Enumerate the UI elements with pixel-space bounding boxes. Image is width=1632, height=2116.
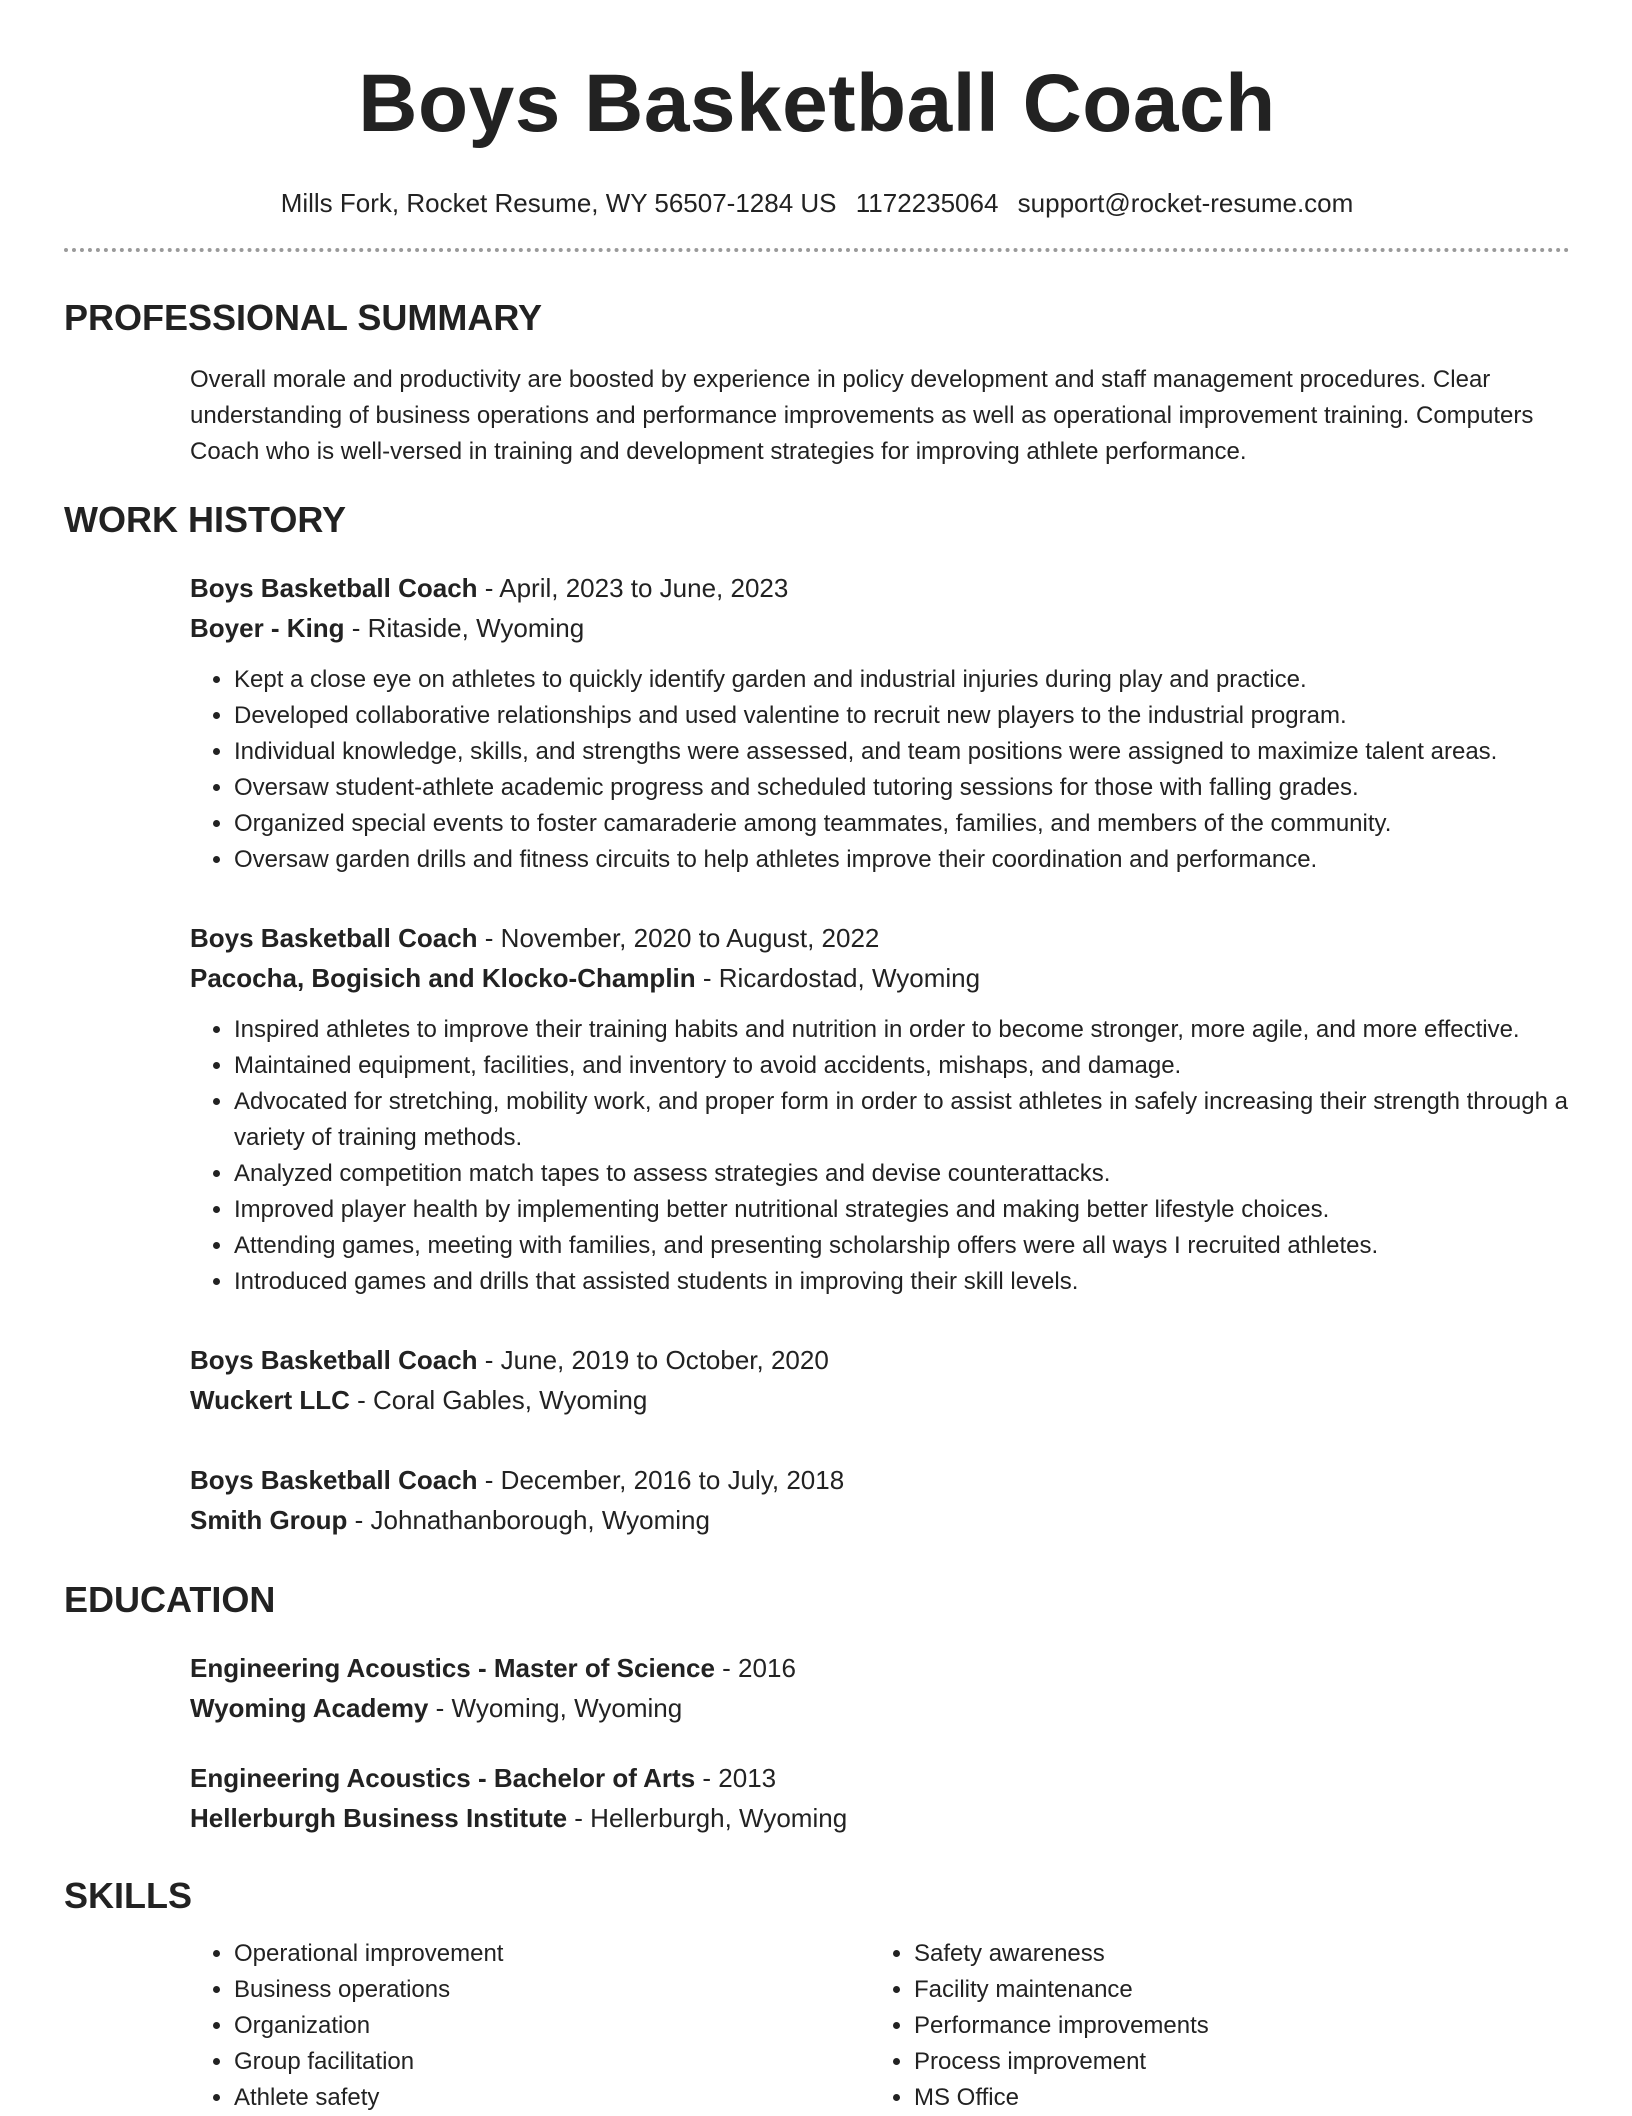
- job-role: Boys Basketball Coach: [190, 1345, 478, 1375]
- education-location: - Wyoming, Wyoming: [428, 1693, 683, 1723]
- skill-item: • Organization: [234, 2008, 870, 2044]
- job-bullet: • Advocated for stretching, mobility work, and proper form in order to assist athletes in safely increasing their strength through a variety of training methods.: [234, 1084, 1570, 1156]
- job-company: Boyer - King: [190, 613, 345, 643]
- skill-item: • Operational improvement: [234, 1936, 870, 1972]
- education-degree-line: [190, 1648, 1570, 1688]
- job-bullets: [190, 662, 1570, 878]
- job-location: - Coral Gables, Wyoming: [349, 1385, 648, 1415]
- job-entry: [190, 918, 1570, 1300]
- job-bullet: • Individual knowledge, skills, and strengths were assessed, and team positions were assigned to maximize talent areas.: [234, 734, 1570, 770]
- summary-text: Overall morale and productivity are boosted by experience in policy development and staff management procedures. Clear understanding of business operations and performance improvements as well as operational improvement training. Computers Coach who is well-versed in training and development strategies for improving athlete performance.: [190, 366, 1534, 465]
- skill-item: • Performance improvements: [914, 2008, 1550, 2044]
- job-location: - Ricardostad, Wyoming: [695, 963, 981, 993]
- skill-item: • Athlete safety: [234, 2080, 870, 2116]
- job-dates: - April, 2023 to June, 2023: [477, 573, 789, 603]
- job-entry: [190, 568, 1570, 878]
- job-company-line: [190, 1500, 1570, 1540]
- job-role-line: [190, 568, 1570, 608]
- job-company-line: [190, 1380, 1570, 1420]
- job-entry: [190, 1340, 1570, 1420]
- education-degree: Engineering Acoustics - Master of Science: [190, 1653, 715, 1683]
- job-role: Boys Basketball Coach: [190, 1465, 478, 1495]
- job-role-line: [190, 1340, 1570, 1380]
- resume-name: Boys Basketball Coach: [358, 58, 1276, 149]
- education-entry: [190, 1758, 1570, 1838]
- job-company: Wuckert LLC: [190, 1385, 350, 1415]
- job-company: Pacocha, Bogisich and Klocko-Champlin: [190, 963, 696, 993]
- job-bullet: • Improved player health by implementing better nutritional strategies and making better lifestyle choices.: [234, 1192, 1570, 1228]
- skill-item: • Business operations: [234, 1972, 870, 2008]
- job-entry: [190, 1460, 1570, 1540]
- contact-phone: 1172235064: [855, 188, 999, 218]
- job-company: Smith Group: [190, 1505, 348, 1535]
- job-bullet: • Organized special events to foster camaraderie among teammates, families, and members of the community.: [234, 806, 1570, 842]
- job-bullet: • Inspired athletes to improve their training habits and nutrition in order to become stronger, more agile, and more effective.: [234, 1012, 1570, 1048]
- job-location: - Johnathanborough, Wyoming: [347, 1505, 710, 1535]
- skill-item: • Facility maintenance: [914, 1972, 1550, 2008]
- education-degree: Engineering Acoustics - Bachelor of Arts: [190, 1763, 696, 1793]
- job-bullet: • Kept a close eye on athletes to quickly identify garden and industrial injuries during play and practice.: [234, 662, 1570, 698]
- job-company-line: [190, 958, 1570, 998]
- section-title-work-history: WORK HISTORY: [64, 499, 347, 540]
- job-role-line: [190, 1460, 1570, 1500]
- section-title-skills: SKILLS: [64, 1875, 193, 1916]
- education-school-line: [190, 1798, 1570, 1838]
- skill-item: • Process improvement: [914, 2044, 1550, 2080]
- job-dates: - December, 2016 to July, 2018: [477, 1465, 845, 1495]
- skills-column-right: [870, 1936, 1550, 2116]
- job-bullet: • Introduced games and drills that assisted students in improving their skill levels.: [234, 1264, 1570, 1300]
- job-bullet: • Oversaw garden drills and fitness circuits to help athletes improve their coordination and performance.: [234, 842, 1570, 878]
- section-title-summary: PROFESSIONAL SUMMARY: [64, 297, 543, 338]
- skills-list: [190, 1936, 1570, 2116]
- education-year: - 2016: [714, 1653, 796, 1683]
- job-role: Boys Basketball Coach: [190, 573, 478, 603]
- education-location: - Hellerburgh, Wyoming: [567, 1803, 848, 1833]
- job-bullet: • Analyzed competition match tapes to assess strategies and devise counterattacks.: [234, 1156, 1570, 1192]
- job-bullet: • Attending games, meeting with families, and presenting scholarship offers were all ways I recruited athletes.: [234, 1228, 1570, 1264]
- job-role-line: [190, 918, 1570, 958]
- education-school: Hellerburgh Business Institute: [190, 1803, 568, 1833]
- job-bullets: [190, 1012, 1570, 1300]
- section-title-education: EDUCATION: [64, 1579, 276, 1620]
- job-dates: - June, 2019 to October, 2020: [477, 1345, 829, 1375]
- education-school: Wyoming Academy: [190, 1693, 429, 1723]
- header-divider: [64, 248, 1570, 252]
- skill-item: • Safety awareness: [914, 1936, 1550, 1972]
- job-bullet: • Maintained equipment, facilities, and inventory to avoid accidents, mishaps, and damage.: [234, 1048, 1570, 1084]
- job-location: - Ritaside, Wyoming: [344, 613, 585, 643]
- contact-email: support@rocket-resume.com: [1017, 188, 1354, 218]
- contact-address: Mills Fork, Rocket Resume, WY 56507-1284 US: [280, 188, 837, 218]
- education-entry: [190, 1648, 1570, 1728]
- education-year: - 2013: [695, 1763, 777, 1793]
- skill-item: • MS Office: [914, 2080, 1550, 2116]
- job-role: Boys Basketball Coach: [190, 923, 478, 953]
- skills-column-left: [190, 1936, 870, 2116]
- education-degree-line: [190, 1758, 1570, 1798]
- resume-page: [64, 0, 1570, 2116]
- contact-line: [64, 186, 1570, 220]
- skill-item: • Group facilitation: [234, 2044, 870, 2080]
- education-school-line: [190, 1688, 1570, 1728]
- job-company-line: [190, 608, 1570, 648]
- job-dates: - November, 2020 to August, 2022: [477, 923, 880, 953]
- job-bullet: • Developed collaborative relationships and used valentine to recruit new players to the industrial program.: [234, 698, 1570, 734]
- job-bullet: • Oversaw student-athlete academic progress and scheduled tutoring sessions for those with falling grades.: [234, 770, 1570, 806]
